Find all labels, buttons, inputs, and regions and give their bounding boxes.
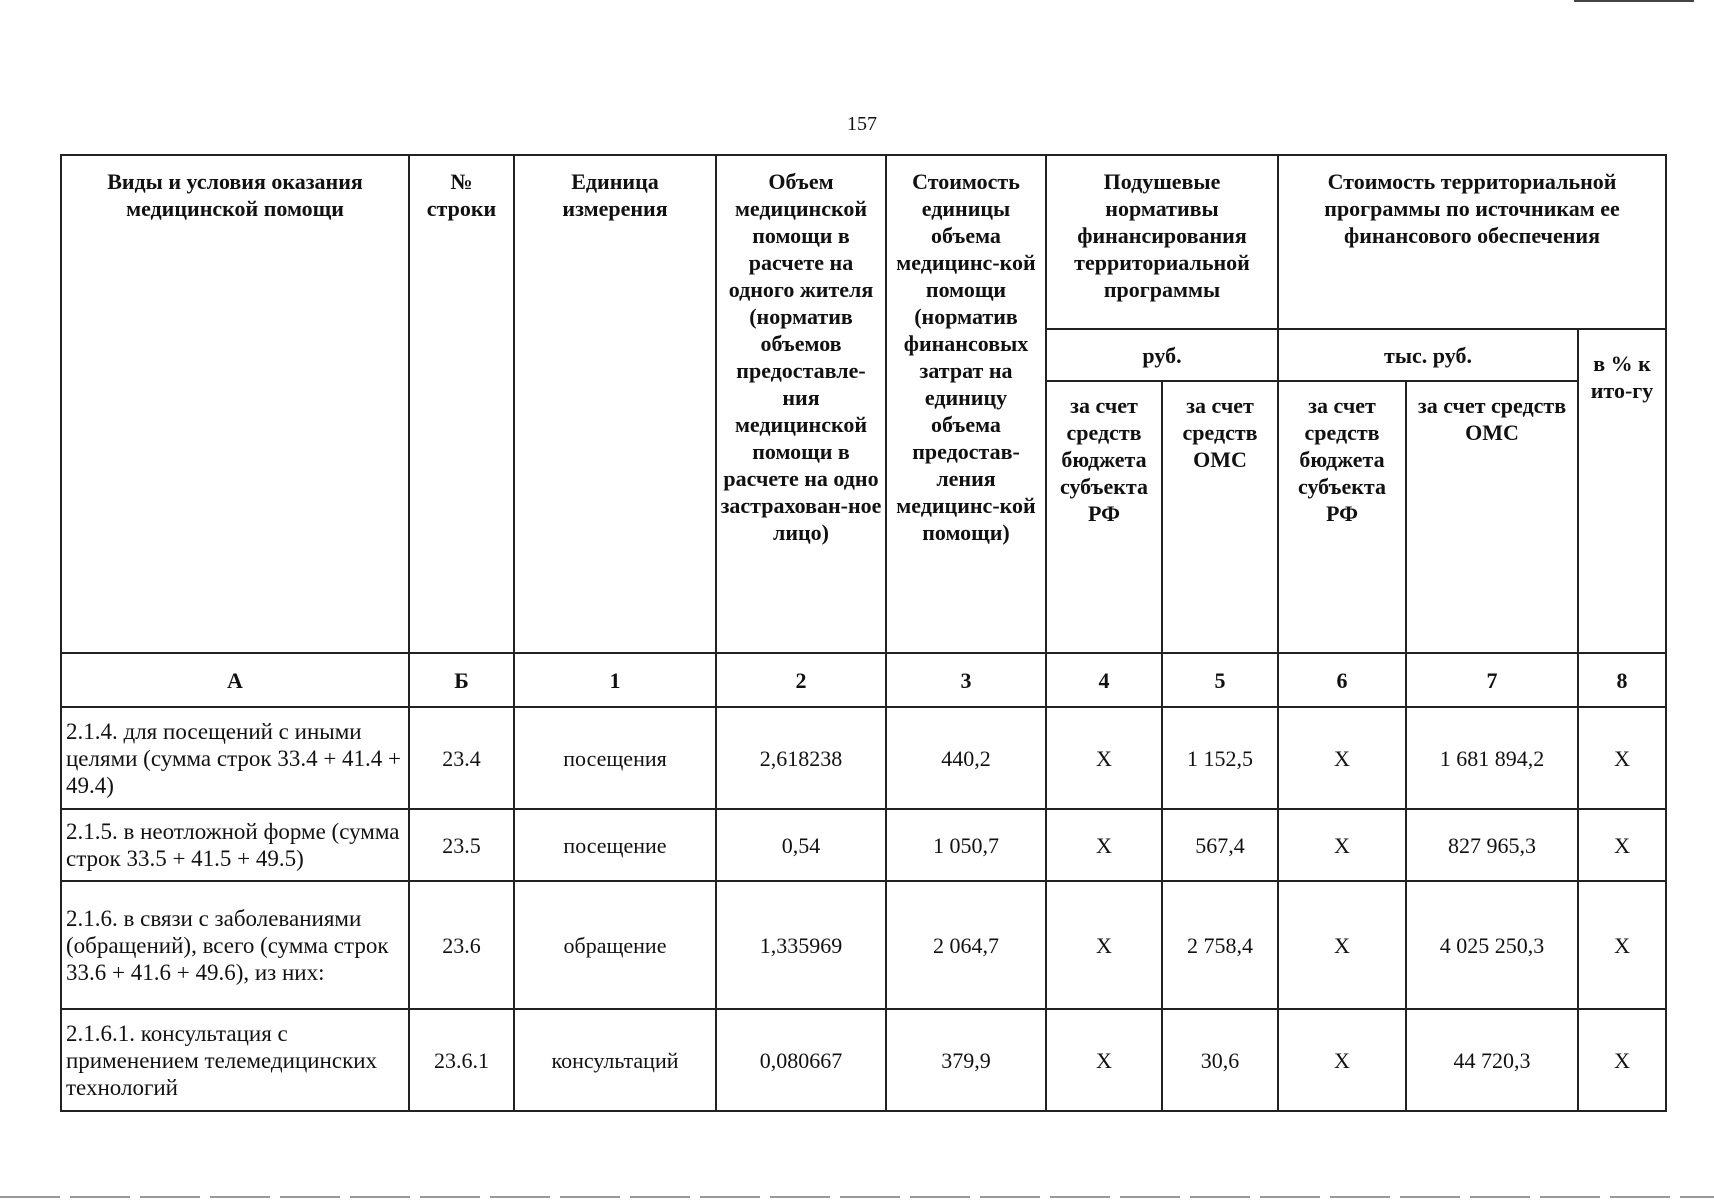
header-col-5: за счет средств ОМС	[1162, 381, 1278, 653]
row-line-number: 23.5	[409, 809, 514, 881]
row-oms-rub: 2 758,4	[1162, 881, 1278, 1009]
column-number: 7	[1406, 653, 1578, 707]
header-col-3: Стоимость единицы объема медицинс-кой помощи (норматив финансовых затрат на единицу объема предостав-ления медицинс-кой помощи)	[886, 155, 1046, 653]
page-number: 157	[847, 113, 877, 135]
header-col-b: № строки	[409, 155, 514, 653]
column-number: 2	[716, 653, 886, 707]
row-percent: Х	[1578, 809, 1666, 881]
row-line-number: 23.6	[409, 881, 514, 1009]
row-volume: 0,080667	[716, 1009, 886, 1111]
header-group-cost: Стоимость территориальной программы по источникам ее финансового обеспечения	[1278, 155, 1666, 329]
row-oms-thousand: 827 965,3	[1406, 809, 1578, 881]
header-unit-thousand-rub: тыс. руб.	[1278, 329, 1578, 381]
row-percent: Х	[1578, 1009, 1666, 1111]
row-volume: 0,54	[716, 809, 886, 881]
header-col-8: в % к ито-гу	[1578, 329, 1666, 653]
row-volume: 1,335969	[716, 881, 886, 1009]
scan-artifact-top	[1574, 0, 1694, 2]
row-budget-rub: Х	[1046, 881, 1162, 1009]
scan-artifact-bottom	[0, 1196, 1714, 1198]
column-number-row	[61, 653, 1666, 707]
row-name: 2.1.6.1. консультация с применением телемедицинских технологий	[61, 1009, 409, 1111]
row-unit: обращение	[514, 881, 716, 1009]
header-col-2: Объем медицинской помощи в расчете на одного жителя (норматив объемов предоставле-ния медицинской помощи в расчете на одно застрахован-ное лицо)	[716, 155, 886, 653]
row-line-number: 23.6.1	[409, 1009, 514, 1111]
column-number: 5	[1162, 653, 1278, 707]
header-col-4: за счет средств бюджета субъекта РФ	[1046, 381, 1162, 653]
row-oms-thousand: 44 720,3	[1406, 1009, 1578, 1111]
row-line-number: 23.4	[409, 707, 514, 809]
table-row	[61, 881, 1666, 1009]
row-percent: Х	[1578, 881, 1666, 1009]
header-col-7: за счет средств ОМС	[1406, 381, 1578, 653]
row-cost: 440,2	[886, 707, 1046, 809]
row-budget-rub: Х	[1046, 809, 1162, 881]
column-number: 4	[1046, 653, 1162, 707]
row-unit: консультаций	[514, 1009, 716, 1111]
row-oms-rub: 1 152,5	[1162, 707, 1278, 809]
row-name: 2.1.6. в связи с заболеваниями (обращений), всего (сумма строк 33.6 + 41.6 + 49.6), из них:	[61, 881, 409, 1009]
header-col-1: Единица измерения	[514, 155, 716, 653]
row-budget-rub: Х	[1046, 1009, 1162, 1111]
row-unit: посещения	[514, 707, 716, 809]
row-cost: 379,9	[886, 1009, 1046, 1111]
column-number: 3	[886, 653, 1046, 707]
row-oms-rub: 567,4	[1162, 809, 1278, 881]
row-cost: 2 064,7	[886, 881, 1046, 1009]
column-number: 1	[514, 653, 716, 707]
row-percent: Х	[1578, 707, 1666, 809]
row-budget-thousand: Х	[1278, 1009, 1406, 1111]
row-oms-rub: 30,6	[1162, 1009, 1278, 1111]
row-oms-thousand: 1 681 894,2	[1406, 707, 1578, 809]
header-unit-rub: руб.	[1046, 329, 1278, 381]
row-volume: 2,618238	[716, 707, 886, 809]
row-budget-rub: Х	[1046, 707, 1162, 809]
row-oms-thousand: 4 025 250,3	[1406, 881, 1578, 1009]
column-number: Б	[409, 653, 514, 707]
row-budget-thousand: Х	[1278, 707, 1406, 809]
column-number: 8	[1578, 653, 1666, 707]
row-budget-thousand: Х	[1278, 809, 1406, 881]
header-col-6: за счет средств бюджета субъекта РФ	[1278, 381, 1406, 653]
financing-table	[60, 154, 1667, 1112]
column-number: 6	[1278, 653, 1406, 707]
header-row-1	[61, 155, 1666, 329]
header-col-a: Виды и условия оказания медицинской помощи	[61, 155, 409, 653]
row-name: 2.1.4. для посещений с иными целями (сумма строк 33.4 + 41.4 + 49.4)	[61, 707, 409, 809]
column-number: А	[61, 653, 409, 707]
row-unit: посещение	[514, 809, 716, 881]
table-row	[61, 809, 1666, 881]
row-name: 2.1.5. в неотложной форме (сумма строк 33.5 + 41.5 + 49.5)	[61, 809, 409, 881]
header-group-per-capita: Подушевые нормативы финансирования территориальной программы	[1046, 155, 1278, 329]
table-row	[61, 1009, 1666, 1111]
row-cost: 1 050,7	[886, 809, 1046, 881]
table-row	[61, 707, 1666, 809]
row-budget-thousand: Х	[1278, 881, 1406, 1009]
